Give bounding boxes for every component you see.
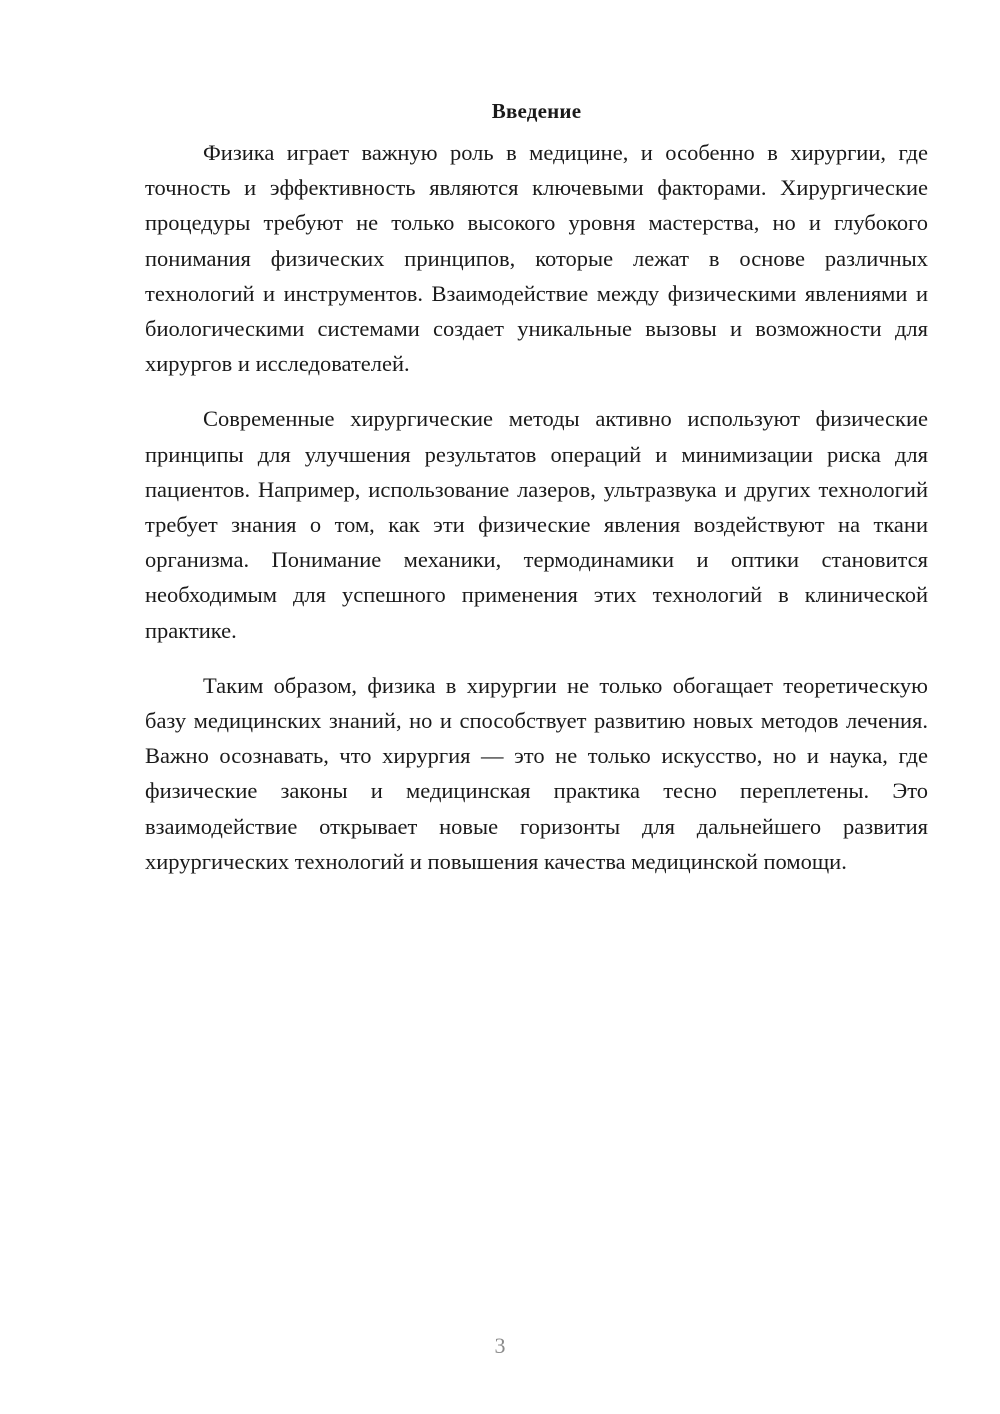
- paragraph-1: Физика играет важную роль в медицине, и особенно в хирургии, где точность и эффективность являются ключевыми факторами. Хирургические процедуры требуют не только высокого уровня мастерства, но и глубокого понимания физических принципов, которые лежат в основе различных технологий и инструментов. Взаимодействие между физическими явлениями и биологическими системами создает уникальные вызовы и возможности для хирургов и исследователей.: [145, 140, 928, 377]
- section-heading: Введение: [491, 99, 582, 123]
- paragraph-2: Современные хирургические методы активно используют физические принципы для улучшения результатов операций и минимизации риска для пациентов. Например, использование лазеров, ультразвука и других технологий требует знания о том, как эти физические явления воздействуют на ткани организма. Понимание механики, термодинамики и оптики становится необходимым для успешного применения этих технологий в клинической практике.: [145, 406, 928, 643]
- page-number: 3: [494, 1333, 506, 1358]
- page-content: [145, 96, 928, 879]
- paragraph-3: Таким образом, физика в хирургии не только обогащает теоретическую базу медицинских знаний, но и способствует развитию новых методов лечения. Важно осознавать, что хирургия — это не только искусство, но и наука, где физические законы и медицинская практика тесно переплетены. Это взаимодействие открывает новые горизонты для дальнейшего развития хирургических технологий и повышения качества медицинской помощи.: [145, 672, 928, 874]
